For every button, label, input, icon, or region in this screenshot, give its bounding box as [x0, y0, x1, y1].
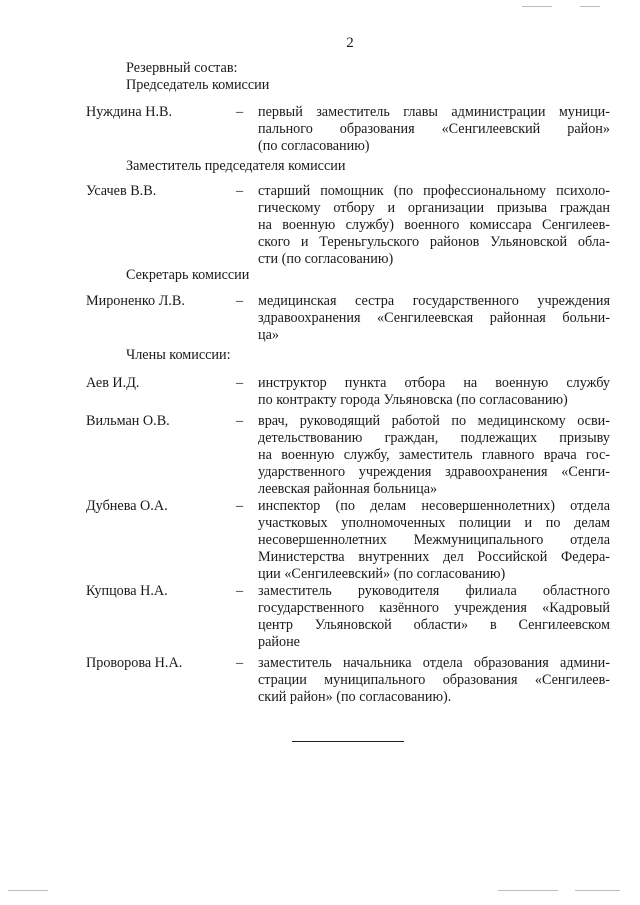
description-line: ца» [258, 327, 279, 343]
description-line: Министерства внутренних дел Российской Федера- [258, 549, 610, 565]
section-heading: Председатель комиссии [126, 77, 270, 93]
description-line: сти (по согласованию) [258, 251, 394, 267]
member-description [258, 375, 610, 409]
member-name: Вильман О.В. [86, 413, 170, 429]
section-heading: Члены комиссии: [126, 347, 231, 363]
description-line: ции «Сенгилеевский» (по согласованию) [258, 566, 506, 582]
dash: – [236, 498, 244, 514]
member-name: Аев И.Д. [86, 375, 140, 391]
scan-artifact-bottom [498, 890, 558, 891]
dash: – [236, 183, 244, 199]
member-description [258, 413, 610, 498]
member-name: Дубнева О.А. [86, 498, 168, 514]
description-line: врач, руководящий работой по медицинскому осви- [258, 413, 610, 429]
description-line: первый заместитель главы администрации муници- [258, 104, 610, 120]
member-name: Мироненко Л.В. [86, 293, 185, 309]
member-description [258, 183, 610, 268]
member-description [258, 583, 610, 651]
description-line: заместитель руководителя филиала областного [258, 583, 610, 599]
member-description [258, 655, 610, 706]
member-description [258, 498, 610, 583]
description-line: (по согласованию) [258, 138, 370, 154]
dash: – [236, 375, 244, 391]
description-line: инструктор пункта отбора на военную службу [258, 375, 610, 391]
description-line: государственного казённого учреждения «Кадровый [258, 600, 610, 616]
member-description [258, 293, 610, 344]
description-line: медицинская сестра государственного учреждения [258, 293, 610, 309]
scan-artifact-top [522, 6, 552, 7]
dash: – [236, 583, 244, 599]
description-line: районе [258, 634, 300, 650]
dash: – [236, 293, 244, 309]
member-name: Нуждина Н.В. [86, 104, 173, 120]
section-heading: Заместитель председателя комиссии [126, 158, 346, 174]
description-line: центр Ульяновской области» в Сенгилеевском [258, 617, 610, 633]
description-line: пального образования «Сенгилеевский район» [258, 121, 610, 137]
scan-artifact-bottom [575, 890, 620, 891]
scan-artifact-bottom [8, 890, 48, 891]
description-line: ский район» (по согласованию). [258, 689, 452, 705]
description-line: леевская районная больница» [258, 481, 438, 497]
description-line: на военную службу) военного комиссара Сенгилеев- [258, 217, 610, 233]
description-line: страции муниципального образования «Сенгилеев- [258, 672, 610, 688]
dash: – [236, 104, 244, 120]
description-line: старший помощник (по профессиональному психоло- [258, 183, 610, 199]
description-line: заместитель начальника отдела образования админи- [258, 655, 610, 671]
section-heading: Резервный состав: [126, 60, 238, 76]
description-line: по контракту города Ульяновска (по согласованию) [258, 392, 568, 408]
dash: – [236, 413, 244, 429]
description-line: ударственного учреждения здравоохранения «Сенги- [258, 464, 610, 480]
page-number: 2 [346, 35, 354, 51]
scan-artifact-top [580, 6, 600, 7]
end-of-list-rule [292, 741, 404, 742]
description-line: ского и Тереньгульского районов Ульяновской обла- [258, 234, 610, 250]
description-line: инспектор (по делам несовершеннолетних) отдела [258, 498, 610, 514]
member-name: Проворова Н.А. [86, 655, 183, 671]
description-line: детельствованию граждан, подлежащих призыву [258, 430, 610, 446]
description-line: гическому отбору и организации призыва граждан [258, 200, 610, 216]
description-line: несовершеннолетних Межмуниципального отдела [258, 532, 610, 548]
member-name: Купцова Н.А. [86, 583, 168, 599]
dash: – [236, 655, 244, 671]
member-description [258, 104, 610, 155]
member-name: Усачев В.В. [86, 183, 157, 199]
description-line: на военную службу, заместитель главного врача гос- [258, 447, 610, 463]
section-heading: Секретарь комиссии [126, 267, 250, 283]
description-line: здравоохранения «Сенгилеевская районная больни- [258, 310, 610, 326]
description-line: участковых уполномоченных полиции и по делам [258, 515, 610, 531]
